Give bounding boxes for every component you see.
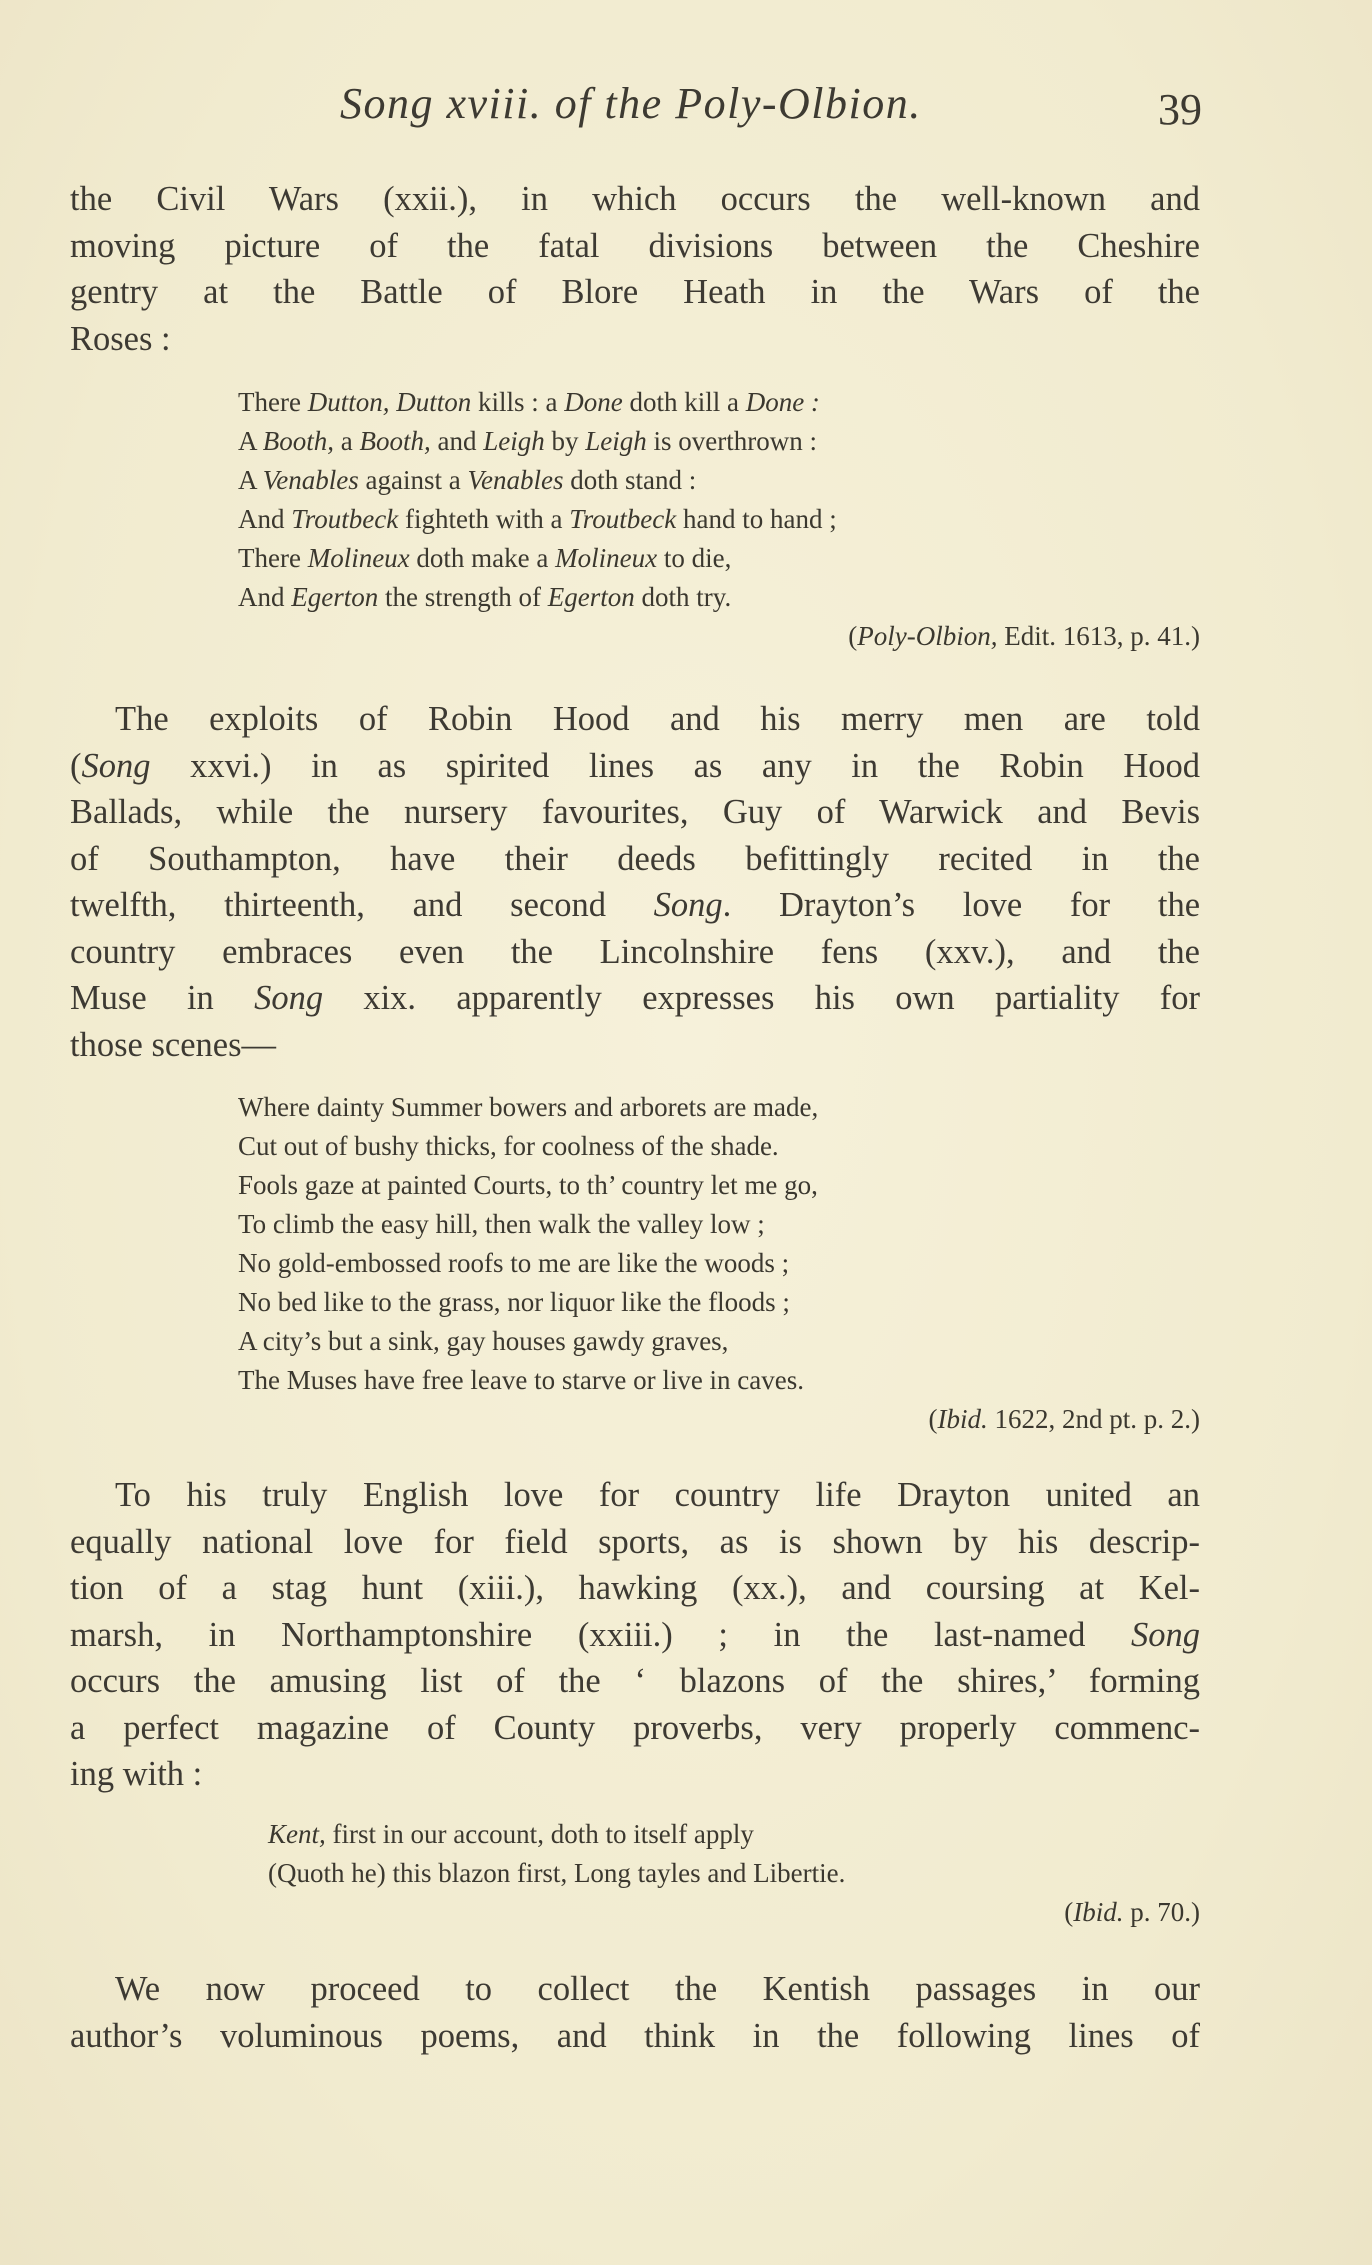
text-line: moving picture of the fatal divisions between the Cheshire: [70, 226, 1200, 265]
verse-line: And Egerton the strength of Egerton doth try.: [238, 582, 732, 612]
verse-line: (Quoth he) this blazon first, Long tayles and Libertie.: [268, 1858, 846, 1888]
page-number: 39: [1158, 85, 1202, 134]
text-line: (Song xxvi.) in as spirited lines as any in the Robin Hood: [70, 746, 1200, 785]
paragraph-kentish-passages: [70, 1966, 1200, 2059]
text-line: tion of a stag hunt (xiii.), hawking (xx.), and coursing at Kel-: [70, 1569, 1200, 1607]
text-line: marsh, in Northamptonshire (xxiii.) ; in the last-named Song: [70, 1615, 1200, 1654]
paragraph-civil-wars: [70, 176, 1200, 362]
verse-quotation-cheshire: [238, 383, 1202, 656]
verse-line: Where dainty Summer bowers and arborets are made,: [238, 1092, 819, 1122]
text-line: of Southampton, have their deeds befittingly recited in the: [70, 839, 1200, 878]
paragraph-field-sports: [70, 1472, 1200, 1798]
text-line: Ballads, while the nursery favourites, Guy of Warwick and Bevis: [70, 793, 1200, 831]
verse-line: And Troutbeck fighteth with a Troutbeck hand to hand ;: [238, 504, 837, 534]
text-line: country embraces even the Lincolnshire fens (xxv.), and the: [70, 932, 1200, 971]
text-line: The exploits of Robin Hood and his merry men are told: [115, 700, 1200, 738]
verse-line: There Dutton, Dutton kills : a Done doth kill a Done :: [238, 387, 820, 417]
verse-citation: (Poly-Olbion, Edit. 1613, p. 41.): [848, 621, 1200, 651]
running-title: Song xviii. of the Poly-Olbion.: [340, 79, 922, 128]
verse-quotation-kent: [268, 1815, 1202, 1932]
verse-line: A city’s but a sink, gay houses gawdy graves,: [238, 1326, 729, 1356]
page-header: [70, 78, 1200, 138]
text-line: ing with :: [70, 1755, 203, 1793]
text-line: occurs the amusing list of the ‘ blazons of the shires,’ forming: [70, 1662, 1200, 1700]
verse-line: No bed like to the grass, nor liquor like the floods ;: [238, 1287, 790, 1317]
verse-line: Cut out of bushy thicks, for coolness of the shade.: [238, 1131, 779, 1161]
verse-line: A Booth, a Booth, and Leigh by Leigh is overthrown :: [238, 426, 817, 456]
verse-line: To climb the easy hill, then walk the valley low ;: [238, 1209, 765, 1239]
paragraph-robin-hood: [70, 696, 1200, 1068]
text-line: Muse in Song xix. apparently expresses his own partiality for: [70, 979, 1200, 1017]
text-line: author’s voluminous poems, and think in the following lines of: [70, 2016, 1200, 2055]
text-line: Roses :: [70, 319, 171, 358]
text-line: equally national love for field sports, as is shown by his descrip-: [70, 1522, 1200, 1561]
text-line: a perfect magazine of County proverbs, very properly commenc-: [70, 1708, 1200, 1747]
text-line: gentry at the Battle of Blore Heath in the Wars of the: [70, 273, 1200, 311]
text-line: We now proceed to collect the Kentish passages in our: [115, 1970, 1200, 2008]
verse-line: There Molineux doth make a Molineux to die,: [238, 543, 732, 573]
verse-line: No gold-embossed roofs to me are like the woods ;: [238, 1248, 790, 1278]
text-line: To his truly English love for country life Drayton united an: [115, 1476, 1200, 1514]
verse-citation: (Ibid. 1622, 2nd pt. p. 2.): [928, 1404, 1200, 1434]
text-line: the Civil Wars (xxii.), in which occurs the well-known and: [70, 180, 1200, 218]
verse-citation: (Ibid. p. 70.): [1064, 1897, 1200, 1927]
verse-line: Fools gaze at painted Courts, to th’ country let me go,: [238, 1170, 818, 1200]
verse-line: A Venables against a Venables doth stand :: [238, 465, 697, 495]
text-line: twelfth, thirteenth, and second Song. Drayton’s love for the: [70, 886, 1201, 924]
verse-line: The Muses have free leave to starve or live in caves.: [238, 1365, 805, 1395]
verse-quotation-summer-bowers: [238, 1088, 1202, 1439]
verse-line: Kent, first in our account, doth to itself apply: [268, 1819, 754, 1849]
text-line: those scenes—: [70, 1025, 276, 1064]
